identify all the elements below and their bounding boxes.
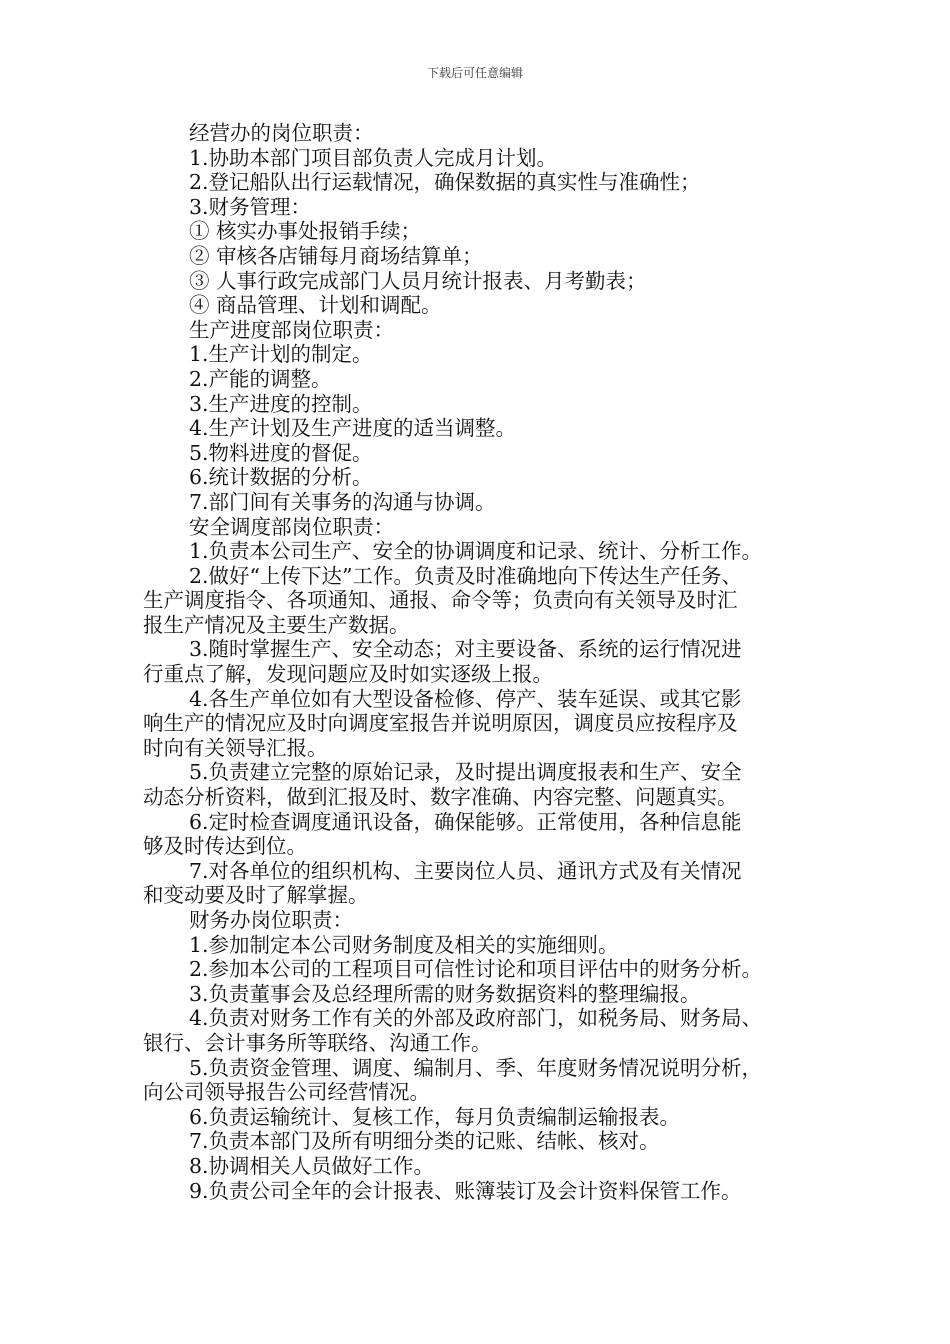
text-line: 7.负责本部门及所有明细分类的记账、结帐、核对。 <box>189 1129 660 1154</box>
text-line: ② 审核各店铺每月商场结算单； <box>189 243 483 268</box>
text-line: 3.负责董事会及总经理所需的财务数据资料的整理编报。 <box>189 981 701 1006</box>
text-line: 7.部门间有关事务的沟通与协调。 <box>189 489 496 514</box>
text-line: 8.协调相关人员做好工作。 <box>189 1153 435 1178</box>
text-line: 4.各生产单位如有大型设备检修、停产、装车延误、或其它影 <box>189 686 742 711</box>
text-line: 1.生产计划的制定。 <box>189 342 373 367</box>
text-line: 9.负责公司全年的会计报表、账簿装订及会计资料保管工作。 <box>189 1178 742 1203</box>
text-line: ③ 人事行政完成部门人员月统计报表、月考勤表； <box>189 268 647 293</box>
text-line: 5.负责资金管理、调度、编制月、季、年度财务情况说明分析， <box>189 1055 763 1080</box>
text-line: 和变动要及时了解掌握。 <box>143 883 369 908</box>
text-line: 4.生产计划及生产进度的适当调整。 <box>189 416 517 441</box>
document-body <box>143 121 808 1203</box>
page-header-note: 下载后可任意编辑 <box>426 66 523 80</box>
section-heading-safety-dispatch: 安全调度部岗位职责： <box>189 514 394 539</box>
section-heading-business-office: 经营办的岗位职责： <box>189 121 374 145</box>
text-line: 银行、会计事务所等联络、沟通工作。 <box>143 1030 492 1055</box>
text-line: 1.参加制定本公司财务制度及相关的实施细则。 <box>189 932 619 957</box>
text-line: 2.登记船队出行运载情况，确保数据的真实性与准确性； <box>189 170 701 195</box>
text-line: 3.财务管理： <box>189 194 312 219</box>
text-line: 2.产能的调整。 <box>189 366 332 391</box>
text-line: 时向有关领导汇报。 <box>143 735 328 760</box>
text-line: 行重点了解，发现问题应及时如实逐级上报。 <box>143 662 553 687</box>
text-line: 2.参加本公司的工程项目可信性讨论和项目评估中的财务分析。 <box>189 957 763 982</box>
text-line: 5.负责建立完整的原始记录，及时提出调度报表和生产、安全 <box>189 760 742 785</box>
text-line: 3.随时掌握生产、安全动态；对主要设备、系统的运行情况进 <box>189 637 742 662</box>
text-line: 响生产的情况应及时向调度室报告并说明原因，调度员应按程序及 <box>143 711 738 736</box>
text-line: 1.协助本部门项目部负责人完成月计划。 <box>189 145 558 170</box>
text-line: 6.定时检查调度通讯设备，确保能够。正常使用，各种信息能 <box>189 809 742 834</box>
text-line: 4.负责对财务工作有关的外部及政府部门，如税务局、财务局、 <box>189 1006 763 1031</box>
text-line: 7.对各单位的组织机构、主要岗位人员、通讯方式及有关情况 <box>189 858 742 883</box>
text-line: ④ 商品管理、计划和调配。 <box>189 293 442 318</box>
text-line: 动态分析资料，做到汇报及时、数字准确、内容完整、问题真实。 <box>143 785 738 810</box>
text-line: 向公司领导报告公司经营情况。 <box>143 1080 430 1105</box>
text-line: 报生产情况及主要生产数据。 <box>143 612 410 637</box>
text-line: 6.统计数据的分析。 <box>189 465 373 490</box>
text-line: 3.生产进度的控制。 <box>189 391 373 416</box>
text-line: 够及时传达到位。 <box>143 834 307 859</box>
text-line: ① 核实办事处报销手续； <box>189 219 422 244</box>
section-heading-finance-office: 财务办岗位职责： <box>189 908 353 932</box>
text-line: 1.负责本公司生产、安全的协调调度和记录、统计、分析工作。 <box>189 539 763 564</box>
text-line: 6.负责运输统计、复核工作，每月负责编制运输报表。 <box>189 1104 681 1129</box>
text-line: 2.做好“上传下达”工作。负责及时准确地向下传达生产任务、 <box>189 563 743 588</box>
text-line: 生产调度指令、各项通知、通报、命令等；负责向有关领导及时汇 <box>143 588 738 613</box>
text-line: 5.物料进度的督促。 <box>189 440 373 465</box>
section-heading-production-progress: 生产进度部岗位职责： <box>189 317 394 342</box>
